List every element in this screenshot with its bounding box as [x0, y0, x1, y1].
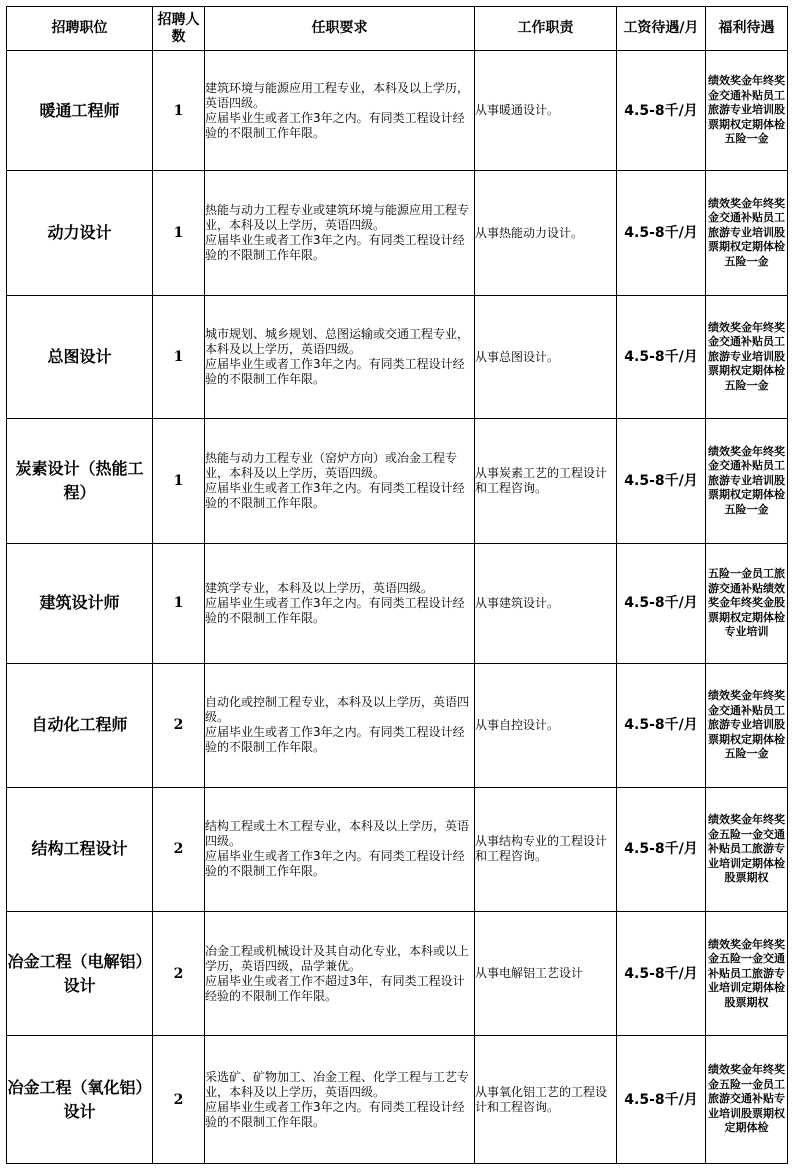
requirement-line: 应届毕业生或者工作3年之内。有同类工程设计经验的不限制工作年限。 — [205, 1099, 465, 1129]
requirements-cell — [205, 295, 475, 418]
count-cell: 2 — [153, 664, 205, 787]
requirements-cell — [205, 1036, 475, 1164]
requirement-line: 应届毕业生或者工作3年之内。有同类工程设计经验的不限制工作年限。 — [205, 233, 465, 263]
requirements-cell — [205, 787, 475, 911]
requirement-line: 应届毕业生或者工作3年之内。有同类工程设计经验的不限制工作年限。 — [205, 849, 465, 879]
position-cell: 总图设计 — [7, 295, 153, 418]
count-cell: 1 — [153, 419, 205, 543]
salary-cell: 4.5-8千/月 — [617, 51, 706, 171]
count-cell: 1 — [153, 295, 205, 418]
count-cell: 2 — [153, 912, 205, 1036]
requirement-line: 城市规划、城乡规划、总图运输或交通工程专业，本科及以上学历，英语四级。 — [205, 327, 470, 357]
table-row — [7, 295, 788, 418]
position-cell: 自动化工程师 — [7, 664, 153, 787]
requirements-cell — [205, 51, 475, 171]
duties-cell: 从事暖通设计。 — [475, 51, 617, 171]
salary-cell: 4.5-8千/月 — [617, 419, 706, 543]
benefits-cell: 绩效奖金年终奖金交通补贴员工旅游专业培训股票期权定期体检五险一金 — [706, 51, 788, 171]
table-row — [7, 787, 788, 911]
table-row — [7, 1036, 788, 1164]
requirement-line: 应届毕业生或者工作不超过3年，有同类工程设计经验的不限制工作年限。 — [205, 973, 465, 1003]
duties-cell: 从事热能动力设计。 — [475, 171, 617, 295]
requirement-line: 应届毕业生或者工作3年之内。有同类工程设计经验的不限制工作年限。 — [205, 725, 465, 755]
position-cell: 炭素设计（热能工程） — [7, 419, 153, 543]
requirements-cell — [205, 419, 475, 543]
requirement-line: 自动化或控制工程专业，本科及以上学历，英语四级。 — [205, 695, 470, 725]
header-count: 招聘人数 — [153, 7, 205, 51]
benefits-cell: 绩效奖金年终奖金五险一金交通补贴员工旅游专业培训定期体检股票期权 — [706, 912, 788, 1036]
requirements-cell — [205, 543, 475, 663]
count-cell: 1 — [153, 171, 205, 295]
benefits-cell: 五险一金员工旅游交通补贴绩效奖金年终奖金股票期权定期体检专业培训 — [706, 543, 788, 663]
requirements-cell — [205, 664, 475, 787]
duties-cell: 从事炭素工艺的工程设计和工程咨询。 — [475, 419, 617, 543]
header-benefits: 福利待遇 — [706, 7, 788, 51]
requirement-line: 建筑学专业，本科及以上学历，英语四级。 — [205, 580, 434, 595]
header-duties: 工作职责 — [475, 7, 617, 51]
requirement-line: 热能与动力工程专业（窑炉方向）或冶金工程专业，本科及以上学历，英语四级。 — [205, 451, 458, 481]
requirement-line: 冶金工程或机械设计及其自动化专业，本科或以上学历，英语四级，品学兼优。 — [205, 943, 470, 973]
duties-cell: 从事总图设计。 — [475, 295, 617, 418]
salary-cell: 4.5-8千/月 — [617, 1036, 706, 1164]
header-row — [7, 7, 788, 51]
requirement-line: 采选矿、矿物加工、冶金工程、化学工程与工艺专业，本科及以上学历，英语四级。 — [205, 1069, 470, 1099]
header-salary: 工资待遇/月 — [617, 7, 706, 51]
requirement-line: 应届毕业生或者工作3年之内。有同类工程设计经验的不限制工作年限。 — [205, 481, 465, 511]
header-position: 招聘职位 — [7, 7, 153, 51]
salary-cell: 4.5-8千/月 — [617, 787, 706, 911]
requirements-cell — [205, 171, 475, 295]
table-row — [7, 171, 788, 295]
salary-cell: 4.5-8千/月 — [617, 912, 706, 1036]
position-cell: 建筑设计师 — [7, 543, 153, 663]
duties-cell: 从事建筑设计。 — [475, 543, 617, 663]
count-cell: 2 — [153, 787, 205, 911]
table-row — [7, 51, 788, 171]
requirement-line: 应届毕业生或者工作3年之内。有同类工程设计经验的不限制工作年限。 — [205, 110, 465, 140]
count-cell: 1 — [153, 51, 205, 171]
benefits-cell: 绩效奖金年终奖金五险一金交通补贴员工旅游专业培训定期体检股票期权 — [706, 787, 788, 911]
benefits-cell: 绩效奖金年终奖金交通补贴员工旅游专业培训股票期权定期体检五险一金 — [706, 171, 788, 295]
position-cell: 冶金工程（电解铝）设计 — [7, 912, 153, 1036]
table-row — [7, 912, 788, 1036]
table-row — [7, 419, 788, 543]
requirement-line: 热能与动力工程专业或建筑环境与能源应用工程专业，本科及以上学历，英语四级。 — [205, 203, 470, 233]
count-cell: 2 — [153, 1036, 205, 1164]
salary-cell: 4.5-8千/月 — [617, 171, 706, 295]
requirements-cell — [205, 912, 475, 1036]
requirement-line: 建筑环境与能源应用工程专业，本科及以上学历，英语四级。 — [205, 80, 470, 110]
header-requirements: 任职要求 — [205, 7, 475, 51]
duties-cell: 从事氧化铝工艺的工程设计和工程咨询。 — [475, 1036, 617, 1164]
benefits-cell: 绩效奖金年终奖金交通补贴员工旅游专业培训股票期权定期体检五险一金 — [706, 295, 788, 418]
position-cell: 结构工程设计 — [7, 787, 153, 911]
recruitment-table — [6, 6, 788, 1164]
requirement-line: 应届毕业生或者工作3年之内。有同类工程设计经验的不限制工作年限。 — [205, 357, 465, 387]
count-cell: 1 — [153, 543, 205, 663]
duties-cell: 从事自控设计。 — [475, 664, 617, 787]
position-cell: 冶金工程（氧化铝）设计 — [7, 1036, 153, 1164]
salary-cell: 4.5-8千/月 — [617, 295, 706, 418]
table-row — [7, 543, 788, 663]
requirement-line: 应届毕业生或者工作3年之内。有同类工程设计经验的不限制工作年限。 — [205, 595, 465, 625]
position-cell: 动力设计 — [7, 171, 153, 295]
duties-cell: 从事电解铝工艺设计 — [475, 912, 617, 1036]
benefits-cell: 绩效奖金年终奖金交通补贴员工旅游专业培训股票期权定期体检五险一金 — [706, 664, 788, 787]
benefits-cell: 绩效奖金年终奖金交通补贴员工旅游专业培训股票期权定期体检五险一金 — [706, 419, 788, 543]
requirement-line: 结构工程或土木工程专业，本科及以上学历，英语四级。 — [205, 819, 470, 849]
salary-cell: 4.5-8千/月 — [617, 543, 706, 663]
table-row — [7, 664, 788, 787]
salary-cell: 4.5-8千/月 — [617, 664, 706, 787]
benefits-cell: 绩效奖金年终奖金五险一金员工旅游交通补贴专业培训股票期权定期体检 — [706, 1036, 788, 1164]
position-cell: 暖通工程师 — [7, 51, 153, 171]
duties-cell: 从事结构专业的工程设计和工程咨询。 — [475, 787, 617, 911]
